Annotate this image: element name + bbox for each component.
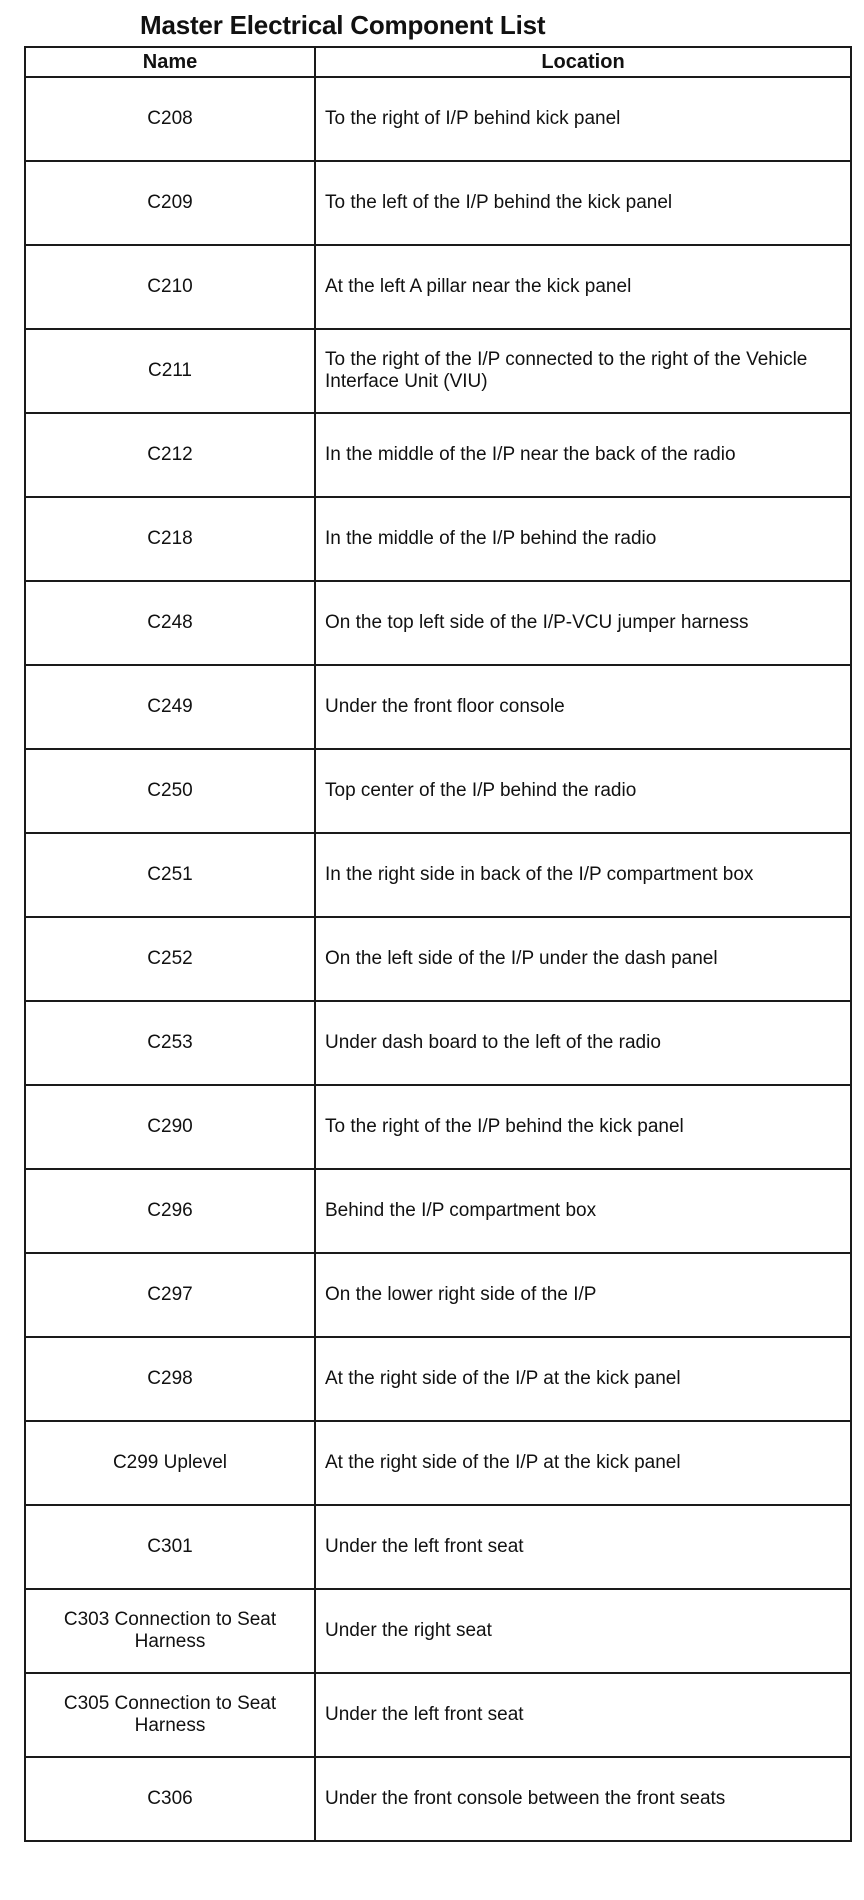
component-location-cell: Under dash board to the left of the radio — [315, 1001, 851, 1085]
table-row — [25, 581, 851, 665]
component-name-cell: C250 — [25, 749, 315, 833]
component-location-cell: At the right side of the I/P at the kick panel — [315, 1337, 851, 1421]
table-row — [25, 1505, 851, 1589]
table-row — [25, 77, 851, 161]
table-row — [25, 1085, 851, 1169]
component-name-cell: C210 — [25, 245, 315, 329]
column-header-name: Name — [25, 47, 315, 77]
column-header-location: Location — [315, 47, 851, 77]
table-row — [25, 1421, 851, 1505]
component-location-cell: At the right side of the I/P at the kick panel — [315, 1421, 851, 1505]
component-name-cell: C218 — [25, 497, 315, 581]
component-location-cell: To the left of the I/P behind the kick panel — [315, 161, 851, 245]
component-name-cell: C209 — [25, 161, 315, 245]
table-row — [25, 833, 851, 917]
table-row — [25, 1253, 851, 1337]
component-name-cell: C303 Connection to Seat Harness — [25, 1589, 315, 1673]
component-name-cell: C297 — [25, 1253, 315, 1337]
component-name-cell: C208 — [25, 77, 315, 161]
table-row — [25, 413, 851, 497]
component-location-cell: Under the front console between the front seats — [315, 1757, 851, 1841]
component-name-cell: C252 — [25, 917, 315, 1001]
component-location-cell: In the right side in back of the I/P compartment box — [315, 833, 851, 917]
table-body — [25, 77, 851, 1841]
component-name-cell: C212 — [25, 413, 315, 497]
component-location-cell: On the lower right side of the I/P — [315, 1253, 851, 1337]
table-row — [25, 245, 851, 329]
component-location-cell: To the right of I/P behind kick panel — [315, 77, 851, 161]
component-location-cell: In the middle of the I/P near the back of the radio — [315, 413, 851, 497]
table-row — [25, 329, 851, 413]
table-header-row — [25, 47, 851, 77]
component-location-cell: Under the right seat — [315, 1589, 851, 1673]
component-name-cell: C298 — [25, 1337, 315, 1421]
table-row — [25, 497, 851, 581]
table-row — [25, 749, 851, 833]
component-location-cell: Under the left front seat — [315, 1673, 851, 1757]
component-name-cell: C251 — [25, 833, 315, 917]
component-name-cell: C306 — [25, 1757, 315, 1841]
table-row — [25, 1169, 851, 1253]
component-location-cell: On the left side of the I/P under the dash panel — [315, 917, 851, 1001]
component-name-cell: C253 — [25, 1001, 315, 1085]
component-location-cell: Under the left front seat — [315, 1505, 851, 1589]
component-name-cell: C296 — [25, 1169, 315, 1253]
table-row — [25, 161, 851, 245]
component-name-cell: C301 — [25, 1505, 315, 1589]
table-row — [25, 1757, 851, 1841]
page-title: Master Electrical Component List — [140, 10, 546, 40]
table-row — [25, 1673, 851, 1757]
component-table — [24, 46, 852, 1842]
component-name-cell: C211 — [25, 329, 315, 413]
table-row — [25, 1589, 851, 1673]
table-row — [25, 917, 851, 1001]
table-row — [25, 1001, 851, 1085]
component-location-cell: On the top left side of the I/P-VCU jumper harness — [315, 581, 851, 665]
component-name-cell: C248 — [25, 581, 315, 665]
component-location-cell: Under the front floor console — [315, 665, 851, 749]
component-location-cell: To the right of the I/P connected to the right of the Vehicle Interface Unit (VIU) — [315, 329, 851, 413]
component-location-cell: At the left A pillar near the kick panel — [315, 245, 851, 329]
component-location-cell: Top center of the I/P behind the radio — [315, 749, 851, 833]
component-name-cell: C290 — [25, 1085, 315, 1169]
component-location-cell: To the right of the I/P behind the kick panel — [315, 1085, 851, 1169]
component-name-cell: C305 Connection to Seat Harness — [25, 1673, 315, 1757]
table-row — [25, 1337, 851, 1421]
component-location-cell: Behind the I/P compartment box — [315, 1169, 851, 1253]
component-name-cell: C249 — [25, 665, 315, 749]
component-name-cell: C299 Uplevel — [25, 1421, 315, 1505]
component-location-cell: In the middle of the I/P behind the radio — [315, 497, 851, 581]
table-row — [25, 665, 851, 749]
